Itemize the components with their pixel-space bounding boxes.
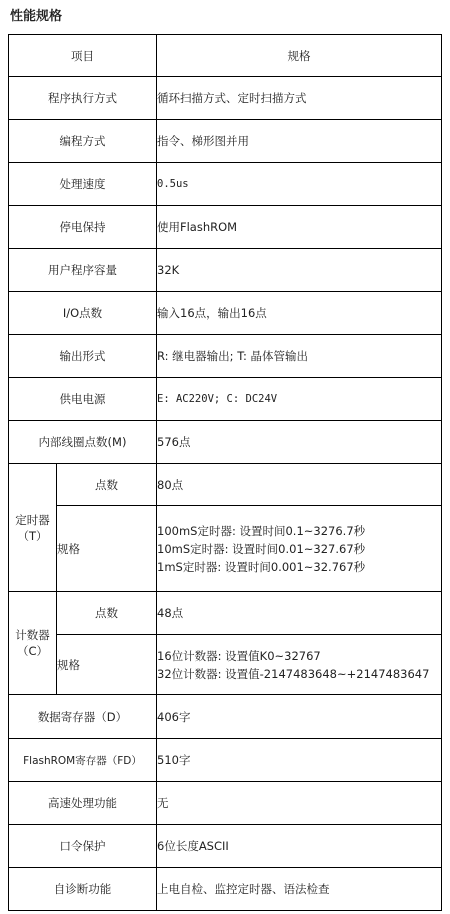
table-row	[9, 695, 442, 739]
header-spec: 规格	[157, 35, 442, 77]
row-label: 自诊断功能	[9, 868, 157, 911]
row-value: 32K	[157, 249, 442, 292]
timer-count-row	[9, 464, 442, 506]
timer-group-label	[9, 464, 57, 592]
table-row	[9, 206, 442, 249]
table-row	[9, 292, 442, 335]
table-header-row	[9, 35, 442, 77]
row-label: 停电保持	[9, 206, 157, 249]
timer-count-label: 点数	[57, 464, 157, 506]
counter-spec-line: 32位计数器: 设置值-2147483648~+2147483647	[157, 666, 430, 681]
timer-group-name: 定时器	[15, 512, 50, 527]
row-value: 6位长度ASCII	[157, 825, 442, 868]
timer-spec-value	[157, 506, 442, 592]
row-value: R: 继电器输出; T: 晶体管输出	[157, 335, 442, 378]
row-value: 输入16点，输出16点	[157, 292, 442, 335]
counter-spec-line: 16位计数器: 设置值K0~32767	[157, 648, 321, 663]
row-value: 576点	[157, 421, 442, 464]
counter-count-row	[9, 592, 442, 635]
row-label: 供电电源	[9, 378, 157, 421]
table-row	[9, 77, 442, 120]
row-label: 程序执行方式	[9, 77, 157, 120]
timer-spec-line: 10mS定时器: 设置时间0.01~327.67秒	[157, 541, 366, 556]
row-label: 数据寄存器（D）	[9, 695, 157, 739]
row-value: 上电自检、监控定时器、语法检查	[157, 868, 442, 911]
row-label: 用户程序容量	[9, 249, 157, 292]
timer-group-code: （T）	[17, 528, 48, 543]
table-row	[9, 421, 442, 464]
counter-count-value: 48点	[157, 592, 442, 635]
table-row	[9, 825, 442, 868]
table-row	[9, 120, 442, 163]
page-title: 性能规格	[10, 9, 63, 24]
row-value: 0.5us	[157, 163, 442, 206]
timer-spec-line: 1mS定时器: 设置时间0.001~32.767秒	[157, 559, 366, 574]
counter-spec-value	[157, 635, 442, 695]
header-item: 项目	[9, 35, 157, 77]
row-value: 510字	[157, 739, 442, 782]
row-value: E: AC220V; C: DC24V	[157, 378, 442, 421]
timer-spec-line: 100mS定时器: 设置时间0.1~3276.7秒	[157, 523, 366, 538]
row-label: 口令保护	[9, 825, 157, 868]
table-row	[9, 335, 442, 378]
timer-spec-row	[9, 506, 442, 592]
row-label: 编程方式	[9, 120, 157, 163]
row-value: 循环扫描方式、定时扫描方式	[157, 77, 442, 120]
counter-spec-label: 规格	[57, 635, 157, 695]
row-value: 使用FlashROM	[157, 206, 442, 249]
counter-spec-row	[9, 635, 442, 695]
spec-table	[8, 34, 442, 911]
row-value: 406字	[157, 695, 442, 739]
timer-spec-label: 规格	[57, 506, 157, 592]
table-row	[9, 739, 442, 782]
row-value: 指令、梯形图并用	[157, 120, 442, 163]
table-row	[9, 378, 442, 421]
counter-count-label: 点数	[57, 592, 157, 635]
counter-group-code: （C）	[16, 644, 49, 658]
table-row	[9, 249, 442, 292]
row-label: 输出形式	[9, 335, 157, 378]
counter-group-name: 计数器	[15, 628, 50, 642]
counter-group-label	[9, 592, 57, 695]
row-label: 高速处理功能	[9, 782, 157, 825]
row-label: FlashROM寄存器（FD）	[9, 739, 157, 782]
table-row	[9, 163, 442, 206]
table-row	[9, 868, 442, 911]
row-value: 无	[157, 782, 442, 825]
timer-count-value: 80点	[157, 464, 442, 506]
table-row	[9, 782, 442, 825]
row-label: I/O点数	[9, 292, 157, 335]
row-label: 内部线圈点数(M)	[9, 421, 157, 464]
row-label: 处理速度	[9, 163, 157, 206]
